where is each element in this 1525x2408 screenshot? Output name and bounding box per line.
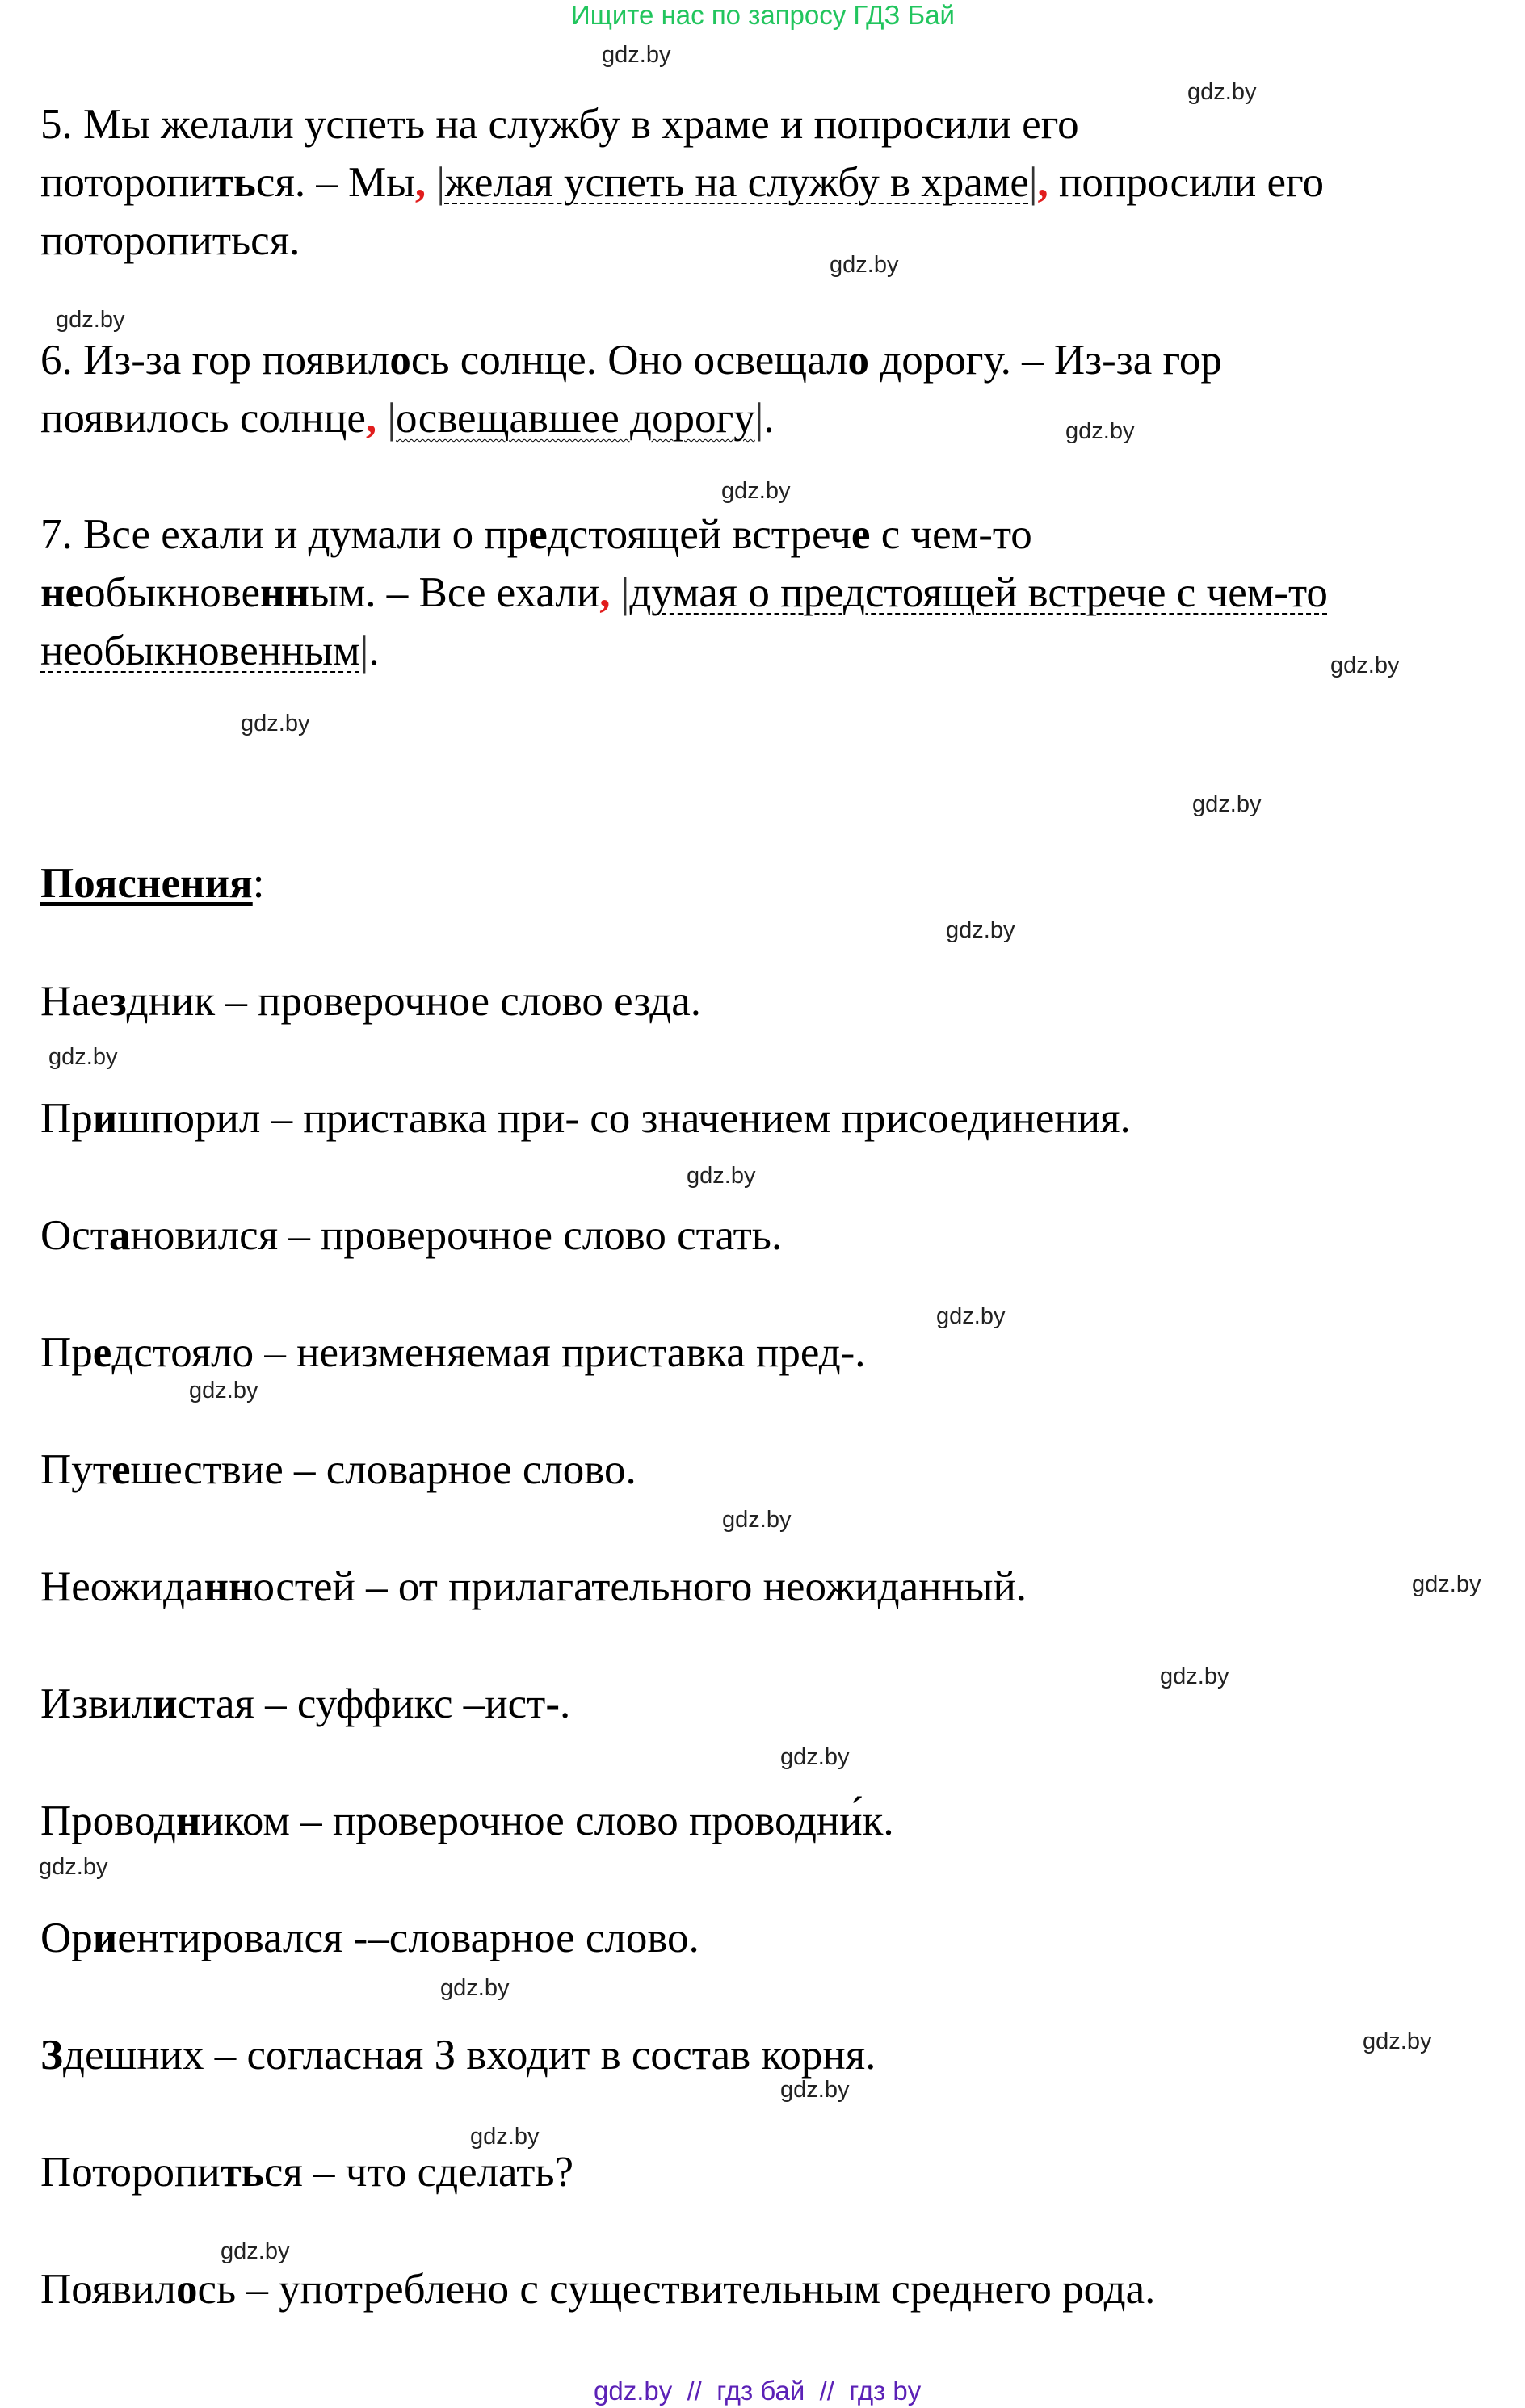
watermark: gdz.by xyxy=(1363,2028,1432,2054)
watermark: gdz.by xyxy=(1065,418,1135,444)
watermark: gdz.by xyxy=(470,2124,540,2150)
ex7-line3: необыкновенным|. xyxy=(40,627,380,674)
ex6-line1: 6. Из-за гор появилось солнце. Оно освещало дорогу. – Из-за гор xyxy=(40,337,1222,384)
note-line: Проводником – проверочное слово проводни́к. xyxy=(40,1798,894,1844)
watermark: gdz.by xyxy=(1160,1663,1229,1689)
note-line: Наездник – проверочное слово езда. xyxy=(40,978,702,1025)
participle-phrase: желая успеть на службу в храме xyxy=(444,159,1029,206)
watermark: gdz.by xyxy=(936,1303,1006,1329)
watermark: gdz.by xyxy=(722,1507,792,1533)
watermark: gdz.by xyxy=(780,2077,850,2103)
ex7-line2: необыкновенным. – Все ехали, |думая о предстоящей встрече с чем-то xyxy=(40,569,1328,616)
participle-phrase: освещавшее дорогу xyxy=(395,395,755,442)
note-line: Путешествие – словарное слово. xyxy=(40,1446,636,1493)
ex7-line1: 7. Все ехали и думали о предстоящей встрече с чем-то xyxy=(40,511,1032,558)
watermark: gdz.by xyxy=(39,1854,108,1880)
watermark: gdz.by xyxy=(687,1163,756,1189)
note-line: Предстояло – неизменяемая приставка пред-. xyxy=(40,1329,866,1376)
watermark: gdz.by xyxy=(1412,1571,1481,1597)
footer-links[interactable]: gdz.by // гдз бай // гдз by xyxy=(594,2376,922,2406)
ex6-line2: появилось солнце, |освещавшее дорогу|. xyxy=(40,395,775,442)
watermark: gdz.by xyxy=(1330,652,1400,678)
participle-phrase: думая о предстоящей встрече с чем-то xyxy=(629,569,1328,616)
ex5-line3: поторопиться. xyxy=(40,217,300,264)
search-banner: Ищите нас по запросу ГДЗ Бай xyxy=(571,0,955,30)
note-line: Извилистая – суффикс –ист-. xyxy=(40,1680,571,1727)
watermark: gdz.by xyxy=(780,1744,850,1770)
watermark: gdz.by xyxy=(48,1044,118,1070)
watermark: gdz.by xyxy=(189,1378,258,1403)
watermark: gdz.by xyxy=(56,307,125,333)
watermark: gdz.by xyxy=(946,917,1015,943)
watermark: gdz.by xyxy=(721,478,791,504)
note-line: Здешних – согласная З входит в состав корня. xyxy=(40,2032,876,2079)
note-line: Неожиданностей – от прилагательного неожиданный. xyxy=(40,1563,1027,1610)
watermark: gdz.by xyxy=(1187,79,1257,105)
note-line: Остановился – проверочное слово стать. xyxy=(40,1212,783,1259)
explanations-heading: Пояснения: xyxy=(40,860,265,907)
watermark: gdz.by xyxy=(440,1975,510,2001)
watermark: gdz.by xyxy=(1192,791,1262,817)
ex5-line2: поторопиться. – Мы, |желая успеть на службу в храме|, попросили его xyxy=(40,159,1324,206)
note-line: Появилось – употреблено с существительным среднего рода. xyxy=(40,2266,1156,2313)
note-line: Ориентировался -–словарное слово. xyxy=(40,1915,699,1961)
note-line: Пришпорил – приставка при- со значением присоединения. xyxy=(40,1095,1131,1142)
watermark: gdz.by xyxy=(602,42,671,68)
watermark: gdz.by xyxy=(241,711,310,736)
note-line: Поторопиться – что сделать? xyxy=(40,2149,574,2196)
watermark: gdz.by xyxy=(830,252,899,278)
ex5-line1: 5. Мы желали успеть на службу в храме и попросили его xyxy=(40,101,1079,148)
watermark: gdz.by xyxy=(221,2238,290,2264)
